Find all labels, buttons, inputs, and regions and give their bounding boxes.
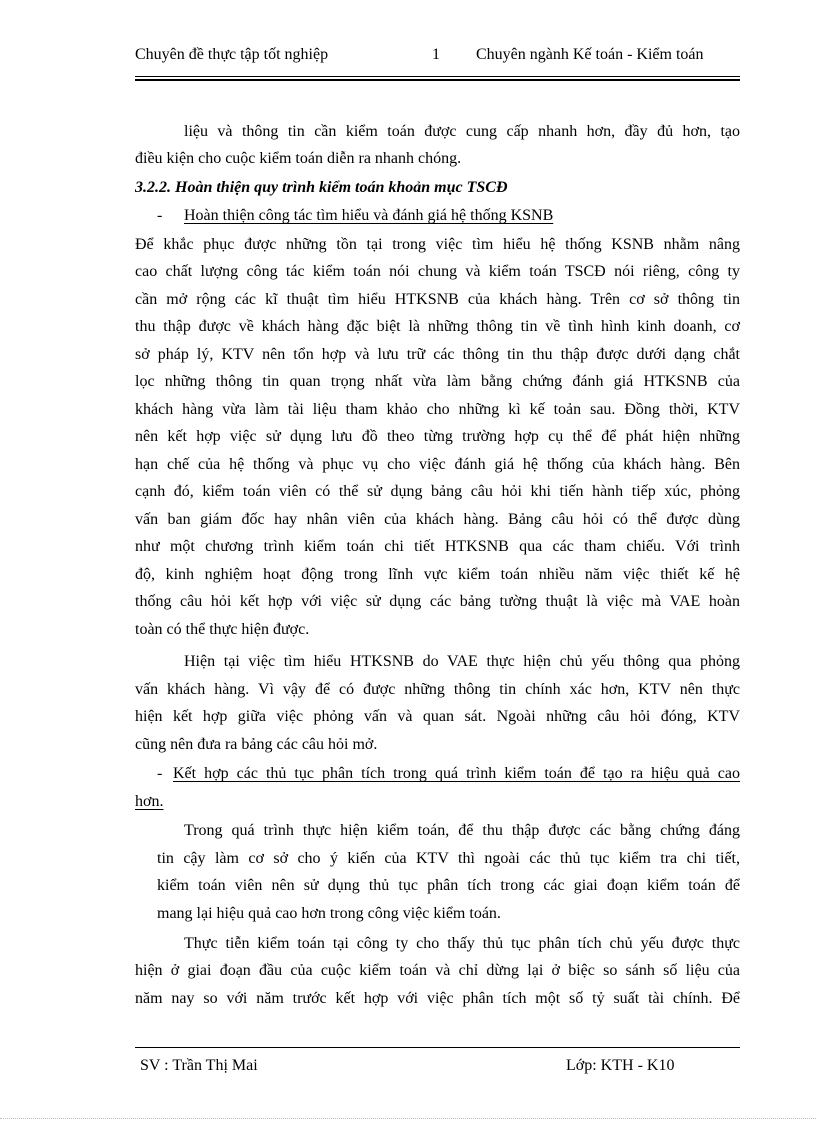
p2-line-15: toàn có thể thực hiện được.: [135, 621, 310, 638]
p5-line-1: Thực tiễn kiểm toán tại công ty cho thấy thủ tục phân tích chủ yếu được thực: [184, 935, 740, 952]
header-right-title: Chuyên ngành Kế toán - Kiểm toán: [476, 46, 704, 63]
page-edge: [0, 1118, 816, 1119]
p4-line-2: tin cậy làm cơ sở cho ý kiến của KTV thì ngoài các thủ tục kiểm tra chi tiết,: [157, 850, 740, 867]
p2-line-1: Để khắc phục được những tồn tại trong việc tìm hiểu hệ thống KSNB nhằm nâng: [135, 236, 740, 253]
p4-line-4: mang lại hiệu quả cao hơn trong công việc kiểm toán.: [157, 905, 501, 922]
p2-line-11: vấn ban giám đốc hay nhân viên của khách hàng. Bảng câu hỏi có thể được dùng: [135, 511, 740, 528]
footer-class: Lớp: KTH - K10: [566, 1057, 675, 1074]
bullet1-text: Hoàn thiện công tác tìm hiểu và đánh giá hệ thống KSNB: [184, 207, 554, 224]
p4-line-1: Trong quá trình thực hiện kiểm toán, để thu thập được các bằng chứng đáng: [184, 822, 740, 839]
header-rule-thin: [135, 76, 740, 77]
bullet1-marker: -: [157, 207, 163, 224]
p5-line-3: năm nay so với năm trước kết hợp với việc phân tích một số tỷ suất tài chính. Để: [135, 990, 740, 1007]
p3-line-4: cũng nên đưa ra bảng các câu hỏi mở.: [135, 736, 378, 753]
p3-line-3: hiện kết hợp giữa việc phỏng vấn và quan sát. Ngoài những câu hỏi đóng, KTV: [135, 708, 740, 725]
p2-line-9: hạn chế của hệ thống và phục vụ cho việc đánh giá hệ thống của khách hàng. Bên: [135, 456, 740, 473]
p2-line-14: thống câu hỏi kết hợp với việc sử dụng các bảng tường thuật là việc mà VAE hoàn: [135, 593, 740, 610]
footer-student: SV : Trần Thị Mai: [140, 1057, 258, 1074]
p5-line-2: hiện ở giai đoạn đầu của cuộc kiểm toán và chỉ dừng lại ở biệc so sánh số liệu của: [135, 962, 740, 979]
p2-line-8: nên kết hợp việc sử dụng lưu đồ theo từng trường hợp cụ thể để phát hiện những: [135, 428, 740, 445]
header-rule-thick: [135, 79, 740, 81]
p2-line-5: sở pháp lý, KTV nên tổn hợp và lưu trữ các thông tin thu thập được dưới dạng chắt: [135, 346, 740, 363]
header-left-title: Chuyên đề thực tập tốt nghiệp: [135, 46, 329, 63]
p2-line-2: cao chất lượng công tác kiểm toán nói chung và kiểm toán TSCĐ nói riêng, công ty: [135, 263, 740, 280]
bullet2-line-1: Kết hợp các thủ tục phân tích trong quá trình kiểm toán để tạo ra hiệu quả cao: [173, 765, 740, 782]
p1-line-1: liệu và thông tin cần kiểm toán được cung cấp nhanh hơn, đầy đủ hơn, tạo: [184, 123, 740, 140]
p3-line-2: vấn khách hàng. Vì vậy để có được những thông tin chính xác hơn, KTV nên thực: [135, 681, 740, 698]
p3-line-1: Hiện tại việc tìm hiểu HTKSNB do VAE thực hiện chủ yếu thông qua phỏng: [184, 653, 740, 670]
p2-line-6: lọc những thông tin quan trọng nhất vừa làm bằng chứng đánh giá HTKSNB của: [135, 373, 740, 390]
p1-line-2: điều kiện cho cuộc kiểm toán diễn ra nhanh chóng.: [135, 150, 462, 167]
bullet2-line-2: hơn.: [135, 793, 164, 810]
p2-line-7: khách hàng vừa làm tài liệu tham khảo cho những kì kế toản sau. Đồng thời, KTV: [135, 401, 740, 418]
section-heading: 3.2.2. Hoàn thiện quy trình kiểm toán khoản mục TSCĐ: [135, 179, 508, 196]
p4-line-3: kiểm toán viên nên sử dụng thủ tục phân tích trong các giai đoạn kiểm toán để: [157, 877, 740, 894]
p2-line-3: cần mở rộng các kĩ thuật tìm hiểu HTKSNB của khách hàng. Trên cơ sở thông tin: [135, 291, 740, 308]
footer-rule: [135, 1047, 740, 1048]
header-page-number: 1: [432, 46, 440, 63]
p2-line-4: thu thập được về khách hàng đặc biệt là những thông tin về tình hình kinh doanh, cơ: [135, 318, 740, 335]
p2-line-10: cạnh đó, kiểm toán viên có thể sử dụng bảng câu hỏi khi tiến hành tiếp xúc, phỏng: [135, 483, 740, 500]
bullet2-marker: -: [157, 765, 163, 782]
p2-line-12: như một chương trình kiểm toán chi tiết HTKSNB qua các tham chiếu. Với trình: [135, 538, 740, 555]
p2-line-13: độ, kinh nghiệm hoạt động trong lĩnh vực kiểm toán nhiều năm việc thiết kế hệ: [135, 566, 740, 583]
